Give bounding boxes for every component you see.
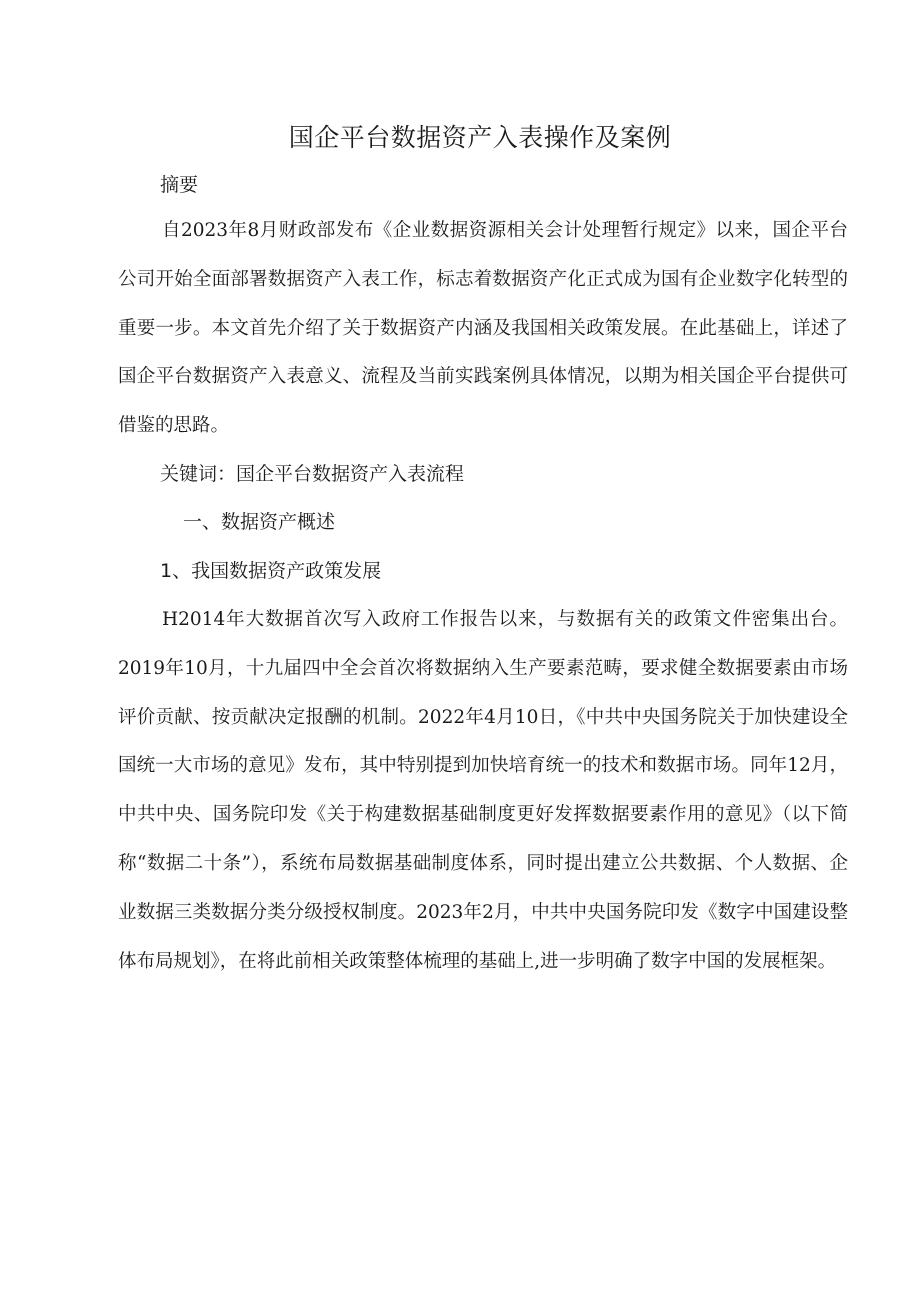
section-heading-data-asset-overview: 一、数据资产概述 xyxy=(183,511,336,533)
policy-development-paragraph: H2014年大数据首次写入政府工作报告以来，与数据有关的政策文件密集出台。2019年10月，十九届四中全会首次将数据纳入生产要素范畴，要求健全数据要素由市场评价贡献、按贡献决定报酬的机制。2022年4月10日，《中共中央国务院关于加快建设全国统一大市场的意见》发布，其中特别提到加快培育统一的技术和数据市场。同年12月，中共中央、国务院印发《关于构建数据基础制度更好发挥数据要素作用的意见》（以下简称“数据二十条”），系统布局数据基础制度体系，同时提出建立公共数据、个人数据、企业数据三类数据分类分级授权制度。2023年2月，中共中央国务院印发《数字中国建设整体布局规划》，在将此前相关政策整体梳理的基础上,进一步明确了数字中国的发展框架。 xyxy=(118,609,848,972)
abstract-paragraph: 自2023年8月财政部发布《企业数据资源相关会计处理暂行规定》以来，国企平台公司开始全面部署数据资产入表工作，标志着数据资产化正式成为国有企业数字化转型的重要一步。本文首先介绍了关于数据资产内涵及我国相关政策发展。在此基础上，详述了国企平台数据资产入表意义、流程及当前实践案例具体情况，以期为相关国企平台提供可借鉴的思路。 xyxy=(118,220,848,437)
subsection-heading-policy-development: 1、我国数据资产政策发展 xyxy=(160,560,382,582)
document-title: 国企平台数据资产入表操作及案例 xyxy=(288,123,672,152)
abstract-heading: 摘要 xyxy=(160,174,199,196)
keywords-line: 关键词：国企平台数据资产入表流程 xyxy=(160,463,465,485)
